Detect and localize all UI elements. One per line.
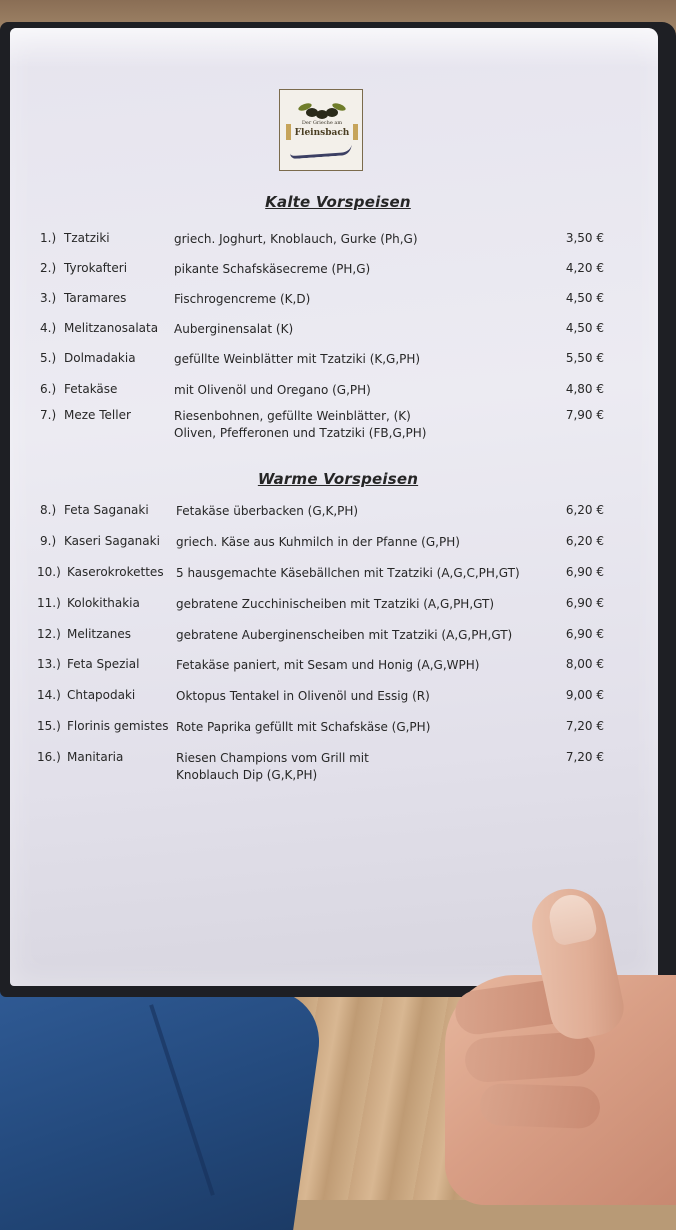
item-number: 5.) xyxy=(40,351,57,365)
item-description xyxy=(174,261,534,278)
item-price: 4,20 € xyxy=(565,261,604,275)
section-heading: Kalte Vorspeisen xyxy=(265,193,411,211)
description-line: Fetakäse überbacken (G,K,PH) xyxy=(176,504,359,518)
item-name: Kolokithakia xyxy=(67,596,140,610)
jeans-leg xyxy=(0,990,327,1230)
item-price: 4,80 € xyxy=(565,382,604,396)
item-name: Feta Saganaki xyxy=(64,503,149,517)
pillar-icon xyxy=(353,124,358,140)
item-description xyxy=(174,291,534,308)
item-price: 9,00 € xyxy=(565,688,604,702)
item-description xyxy=(174,321,534,338)
item-price: 8,00 € xyxy=(565,657,604,671)
item-description xyxy=(176,503,536,520)
description-line: Riesen Champions vom Grill mit xyxy=(176,751,369,765)
item-number: 11.) xyxy=(37,596,61,610)
item-price: 6,90 € xyxy=(565,565,604,579)
item-number: 1.) xyxy=(40,231,57,245)
item-name: Kaserokrokettes xyxy=(67,565,164,579)
description-line: Fischrogencreme (K,D) xyxy=(174,292,311,306)
olive-branch-icon xyxy=(294,104,350,120)
item-price: 6,90 € xyxy=(565,596,604,610)
item-price: 6,90 € xyxy=(565,627,604,641)
item-description xyxy=(174,408,534,442)
description-line: Knoblauch Dip (G,K,PH) xyxy=(176,768,318,782)
item-number: 13.) xyxy=(37,657,61,671)
item-number: 15.) xyxy=(37,719,61,733)
item-name: Feta Spezial xyxy=(67,657,140,671)
description-line: griech. Joghurt, Knoblauch, Gurke (Ph,G) xyxy=(174,232,418,246)
description-line: pikante Schafskäsecreme (PH,G) xyxy=(174,262,371,276)
item-description xyxy=(176,750,536,784)
item-name: Tyrokafteri xyxy=(64,261,128,275)
logo-tagline: Der Grieche am xyxy=(301,120,343,126)
description-line: Auberginensalat (K) xyxy=(174,322,294,336)
description-line: Riesenbohnen, gefüllte Weinblätter, (K) xyxy=(174,409,411,423)
item-name: Fetakäse xyxy=(64,382,118,396)
logo-name: Fleinsbach xyxy=(294,128,350,138)
river-wave-icon xyxy=(290,144,353,159)
description-line: Oktopus Tentakel in Olivenöl und Essig (R) xyxy=(176,689,430,703)
description-line: gebratene Zucchinischeiben mit Tzatziki (A,G,PH,GT) xyxy=(176,597,495,611)
item-number: 14.) xyxy=(37,688,61,702)
section-heading: Warme Vorspeisen xyxy=(257,470,419,488)
description-line: gebratene Auberginenscheiben mit Tzatziki (A,G,PH,GT) xyxy=(176,628,513,642)
description-line: 5 hausgemachte Käsebällchen mit Tzatziki (A,G,C,PH,GT) xyxy=(176,566,520,580)
description-line: Rote Paprika gefüllt mit Schafskäse (G,PH) xyxy=(176,720,431,734)
item-description xyxy=(174,231,534,248)
item-number: 2.) xyxy=(40,261,57,275)
item-name: Manitaria xyxy=(67,750,124,764)
sleeve-reflection xyxy=(10,28,658,68)
item-number: 8.) xyxy=(40,503,57,517)
item-price: 7,20 € xyxy=(565,750,604,764)
item-name: Tzatziki xyxy=(64,231,110,245)
item-name: Melitzanes xyxy=(67,627,132,641)
item-number: 16.) xyxy=(37,750,61,764)
description-line: mit Olivenöl und Oregano (G,PH) xyxy=(174,383,371,397)
item-price: 7,90 € xyxy=(565,408,604,422)
item-price: 6,20 € xyxy=(565,503,604,517)
item-number: 10.) xyxy=(37,565,61,579)
item-price: 5,50 € xyxy=(565,351,604,365)
item-name: Florinis gemistes xyxy=(67,719,169,733)
item-name: Chtapodaki xyxy=(67,688,136,702)
item-number: 3.) xyxy=(40,291,57,305)
item-name: Taramares xyxy=(64,291,127,305)
item-name: Kaseri Saganaki xyxy=(64,534,160,548)
item-price: 7,20 € xyxy=(565,719,604,733)
description-line: griech. Käse aus Kuhmilch in der Pfanne (G,PH) xyxy=(176,535,460,549)
description-line: gefüllte Weinblätter mit Tzatziki (K,G,PH) xyxy=(174,352,421,366)
description-line: Oliven, Pfefferonen und Tzatziki (FB,G,PH) xyxy=(174,426,427,440)
item-description xyxy=(174,382,534,399)
item-description xyxy=(174,351,534,368)
item-number: 12.) xyxy=(37,627,61,641)
description-line: Fetakäse paniert, mit Sesam und Honig (A,G,WPH) xyxy=(176,658,480,672)
item-description xyxy=(176,627,536,644)
finger xyxy=(479,1083,600,1129)
item-name: Meze Teller xyxy=(64,408,131,422)
item-name: Melitzanosalata xyxy=(64,321,159,335)
restaurant-logo xyxy=(279,89,363,171)
item-price: 6,20 € xyxy=(565,534,604,548)
item-description xyxy=(176,688,536,705)
item-description xyxy=(176,657,536,674)
item-name: Dolmadakia xyxy=(64,351,136,365)
item-number: 9.) xyxy=(40,534,57,548)
item-description xyxy=(176,534,536,551)
item-description xyxy=(176,719,536,736)
item-price: 4,50 € xyxy=(565,291,604,305)
item-number: 4.) xyxy=(40,321,57,335)
item-price: 3,50 € xyxy=(565,231,604,245)
item-price: 4,50 € xyxy=(565,321,604,335)
menu-item-row xyxy=(0,750,676,786)
item-description xyxy=(176,565,536,582)
item-description xyxy=(176,596,536,613)
menu-item-row xyxy=(0,408,676,444)
item-number: 6.) xyxy=(40,382,57,396)
item-number: 7.) xyxy=(40,408,57,422)
